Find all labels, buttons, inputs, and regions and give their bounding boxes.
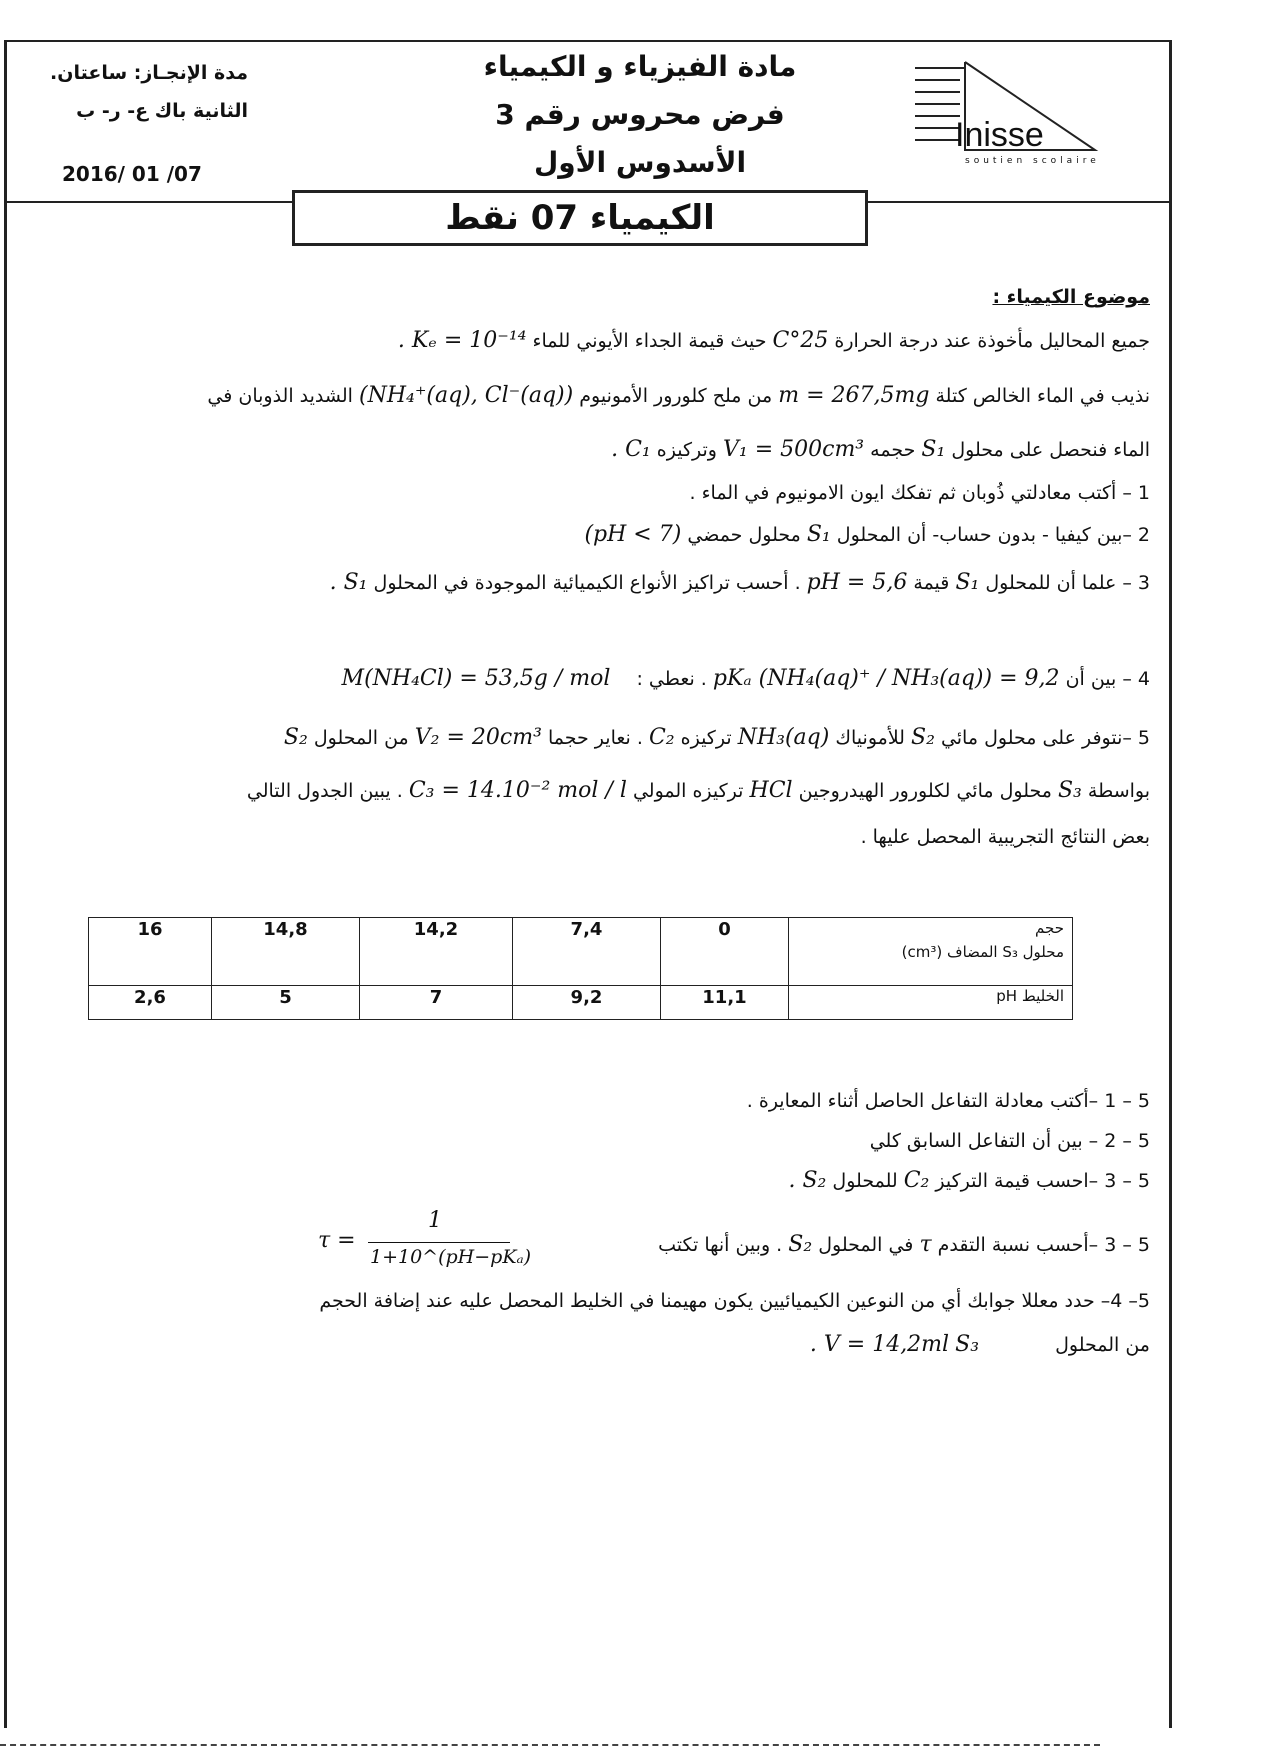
exam-title: فرض محروس رقم 3: [495, 98, 785, 131]
q5-l1-e: من المحلول: [313, 727, 409, 749]
q5-l1-d: . نعاير حجما: [547, 727, 643, 749]
intro-l2-b: من ملح كلورور الأمونيوم: [579, 385, 773, 407]
q5-l2-a: بواسطة: [1087, 780, 1150, 802]
intro-heading-line: [30, 286, 1150, 308]
logo-subtext: soutien scolaire: [965, 156, 1100, 166]
q5-l2-d: . يبين الجدول التالي: [246, 780, 403, 802]
c1-symbol: C₁ .: [611, 437, 651, 462]
school-logo: [905, 58, 1125, 176]
volume-cell: 14,8: [212, 918, 360, 986]
q5-l2-c: تركيزه المولي: [632, 780, 744, 802]
q2-s1: S₁: [806, 522, 831, 547]
volume-label-b: محلول S₃ المضاف (cm³): [901, 943, 1064, 961]
s4-a: 5 – 3 –أحسب نسبة التقدم: [937, 1234, 1150, 1256]
mass-value: m = 267,5mg: [778, 383, 930, 408]
q5-l1-a: 5 –نتوفر على محلول مائي: [940, 727, 1150, 749]
q3-a: 3 – علما أن للمحلول: [985, 572, 1150, 594]
section-title: الكيمياء 07 نقط: [292, 190, 868, 246]
s5-s3: S₃ .: [809, 1332, 980, 1357]
q3-s1b: S₁ .: [329, 570, 368, 595]
question-5-line-3: بعض النتائج التجريبية المحصل عليها .: [860, 826, 1150, 848]
question-5-line-1: [30, 725, 1150, 750]
intro-line-2: [30, 383, 1150, 408]
ph-cell: 9,2: [513, 986, 661, 1020]
intro-l1-text: جميع المحاليل مأخوذة عند درجة الحرارة: [834, 330, 1150, 352]
subquestion-5-3: [30, 1168, 1150, 1193]
q3-s1: S₁: [955, 570, 980, 595]
volume-cell: 16: [89, 918, 212, 986]
q4-b: . نعطي :: [636, 668, 707, 690]
level-label: الثانية باك ع- ر- ب: [76, 100, 248, 122]
q5-hcl: HCl: [749, 778, 793, 803]
v1-value: V₁ = 500cm³: [723, 437, 865, 462]
subquestion-5-4-line-1: 5– 4– حدد معللا جوابك أي من النوعين الكيميائيين يكون مهيمنا في الخليط المحصل عليه عند إضافة الحجم: [319, 1290, 1150, 1312]
q5-s2b: S₂: [283, 725, 308, 750]
intro-l2-c: الشديد الذوبان في: [207, 385, 353, 407]
q5-c2: C₂: [648, 725, 675, 750]
q2-a: 2 –بين كيفيا - بدون حساب- أن المحلول: [836, 524, 1150, 546]
formula-denominator: 1+10^(pH−pKₐ): [370, 1246, 532, 1268]
question-3: [30, 570, 1150, 595]
q5-c3: C₃ = 14.10⁻² mol / l: [408, 778, 627, 803]
logo-text: Inisse: [955, 116, 1044, 154]
q3-ph: pH = 5,6: [806, 570, 908, 595]
q3-b: قيمة: [913, 572, 950, 594]
subquestion-5-2: 5 – 2 – بين أن التفاعل السابق كلي: [869, 1130, 1150, 1152]
s1-symbol: S₁: [921, 437, 946, 462]
volume-cell: 14,2: [360, 918, 513, 986]
temperature: 25°C: [772, 328, 829, 353]
intro-l3-b: حجمه: [870, 439, 916, 461]
volume-cell: 7,4: [513, 918, 661, 986]
q5-l1-b: للأمونياك: [835, 727, 905, 749]
s3-a: 5 – 3 –احسب قيمة التركيز: [935, 1170, 1150, 1192]
q5-l1-c: تركيزه: [680, 727, 732, 749]
intro-l3-a: الماء فنحصل على محلول: [951, 439, 1150, 461]
s4-tau: τ: [919, 1232, 932, 1257]
volume-label-a: حجم: [1035, 919, 1064, 937]
semester-title: الأسدوس الأول: [533, 146, 747, 179]
duration-label: مدة الإنجـاز: ساعتان.: [50, 62, 248, 84]
results-table: [88, 917, 1073, 1020]
table-row: [89, 986, 1073, 1020]
subquestion-5-4-line-2: [30, 1332, 1150, 1357]
question-4: [30, 666, 1150, 691]
s4-c: . وبين أنها تكتب: [658, 1234, 783, 1256]
tau-formula: [318, 1208, 532, 1278]
q4-a: 4 – بين أن: [1065, 668, 1150, 690]
s4-s2: S₂: [788, 1232, 813, 1257]
ke-value: Kₑ = 10⁻¹⁴ .: [397, 328, 527, 353]
table-row: [89, 918, 1073, 986]
question-2: [30, 522, 1150, 547]
subquestion-5-3b: [30, 1232, 1150, 1257]
q5-v2: V₂ = 20cm³: [414, 725, 542, 750]
q2-ph: (pH < 7): [584, 522, 682, 547]
ph-row-label: الخليط pH: [789, 986, 1073, 1020]
intro-line-1: [30, 328, 1150, 353]
q5-s2: S₂: [911, 725, 935, 750]
formula-numerator: 1: [428, 1208, 442, 1233]
s5-volume: V = 14,2ml: [823, 1332, 950, 1357]
fraction-bar: [368, 1242, 510, 1243]
s3-c2: C₂: [903, 1168, 930, 1193]
s3-s2: S₂ .: [788, 1168, 827, 1193]
subquestion-5-1: 5 – 1 –أكتب معادلة التفاعل الحاصل أثناء المعايرة .: [746, 1090, 1150, 1112]
bottom-scan-line: [0, 1744, 1100, 1746]
q5-nh3: NH₃(aq): [737, 725, 830, 750]
ph-cell: 5: [212, 986, 360, 1020]
s4-b: في المحلول: [818, 1234, 914, 1256]
q4-pka: pKₐ (NH₄(aq)⁺ / NH₃(aq)) = 9,2: [712, 666, 1060, 691]
volume-row-label: [789, 918, 1073, 986]
s3-b: للمحلول: [832, 1170, 898, 1192]
date-label: 2016/ 01 /07: [62, 162, 202, 186]
intro-heading: موضوع الكيمياء :: [992, 286, 1150, 308]
ph-cell: 11,1: [661, 986, 789, 1020]
intro-line-3: [30, 437, 1150, 462]
intro-l2-a: نذيب في الماء الخالص كتلة: [935, 385, 1150, 407]
q3-c: . أحسب تراكيز الأنواع الكيميائية الموجودة في المحلول: [373, 572, 801, 594]
s5-a: من المحلول: [1055, 1334, 1150, 1356]
q5-s3: S₃: [1057, 778, 1082, 803]
question-1: 1 – أكتب معادلتي ذُوبان ثم تفكك ايون الامونيوم في الماء .: [689, 482, 1150, 504]
formula-lhs: τ =: [318, 1228, 356, 1253]
ph-cell: 7: [360, 986, 513, 1020]
ions-formula: (NH₄⁺(aq), Cl⁻(aq)): [358, 383, 574, 408]
subject-title: مادة الفيزياء و الكيمياء: [483, 50, 797, 83]
q5-l2-b: محلول مائي لكلورور الهيدروجين: [798, 780, 1052, 802]
intro-l1-text2: حيث قيمة الجداء الأيوني للماء: [532, 330, 767, 352]
q2-b: محلول حمضي: [687, 524, 801, 546]
intro-l3-c: وتركيزه: [656, 439, 717, 461]
ph-cell: 2,6: [89, 986, 212, 1020]
volume-cell: 0: [661, 918, 789, 986]
question-5-line-2: [30, 778, 1150, 803]
q4-molar-mass: M(NH₄Cl) = 53,5g / mol: [341, 666, 611, 691]
